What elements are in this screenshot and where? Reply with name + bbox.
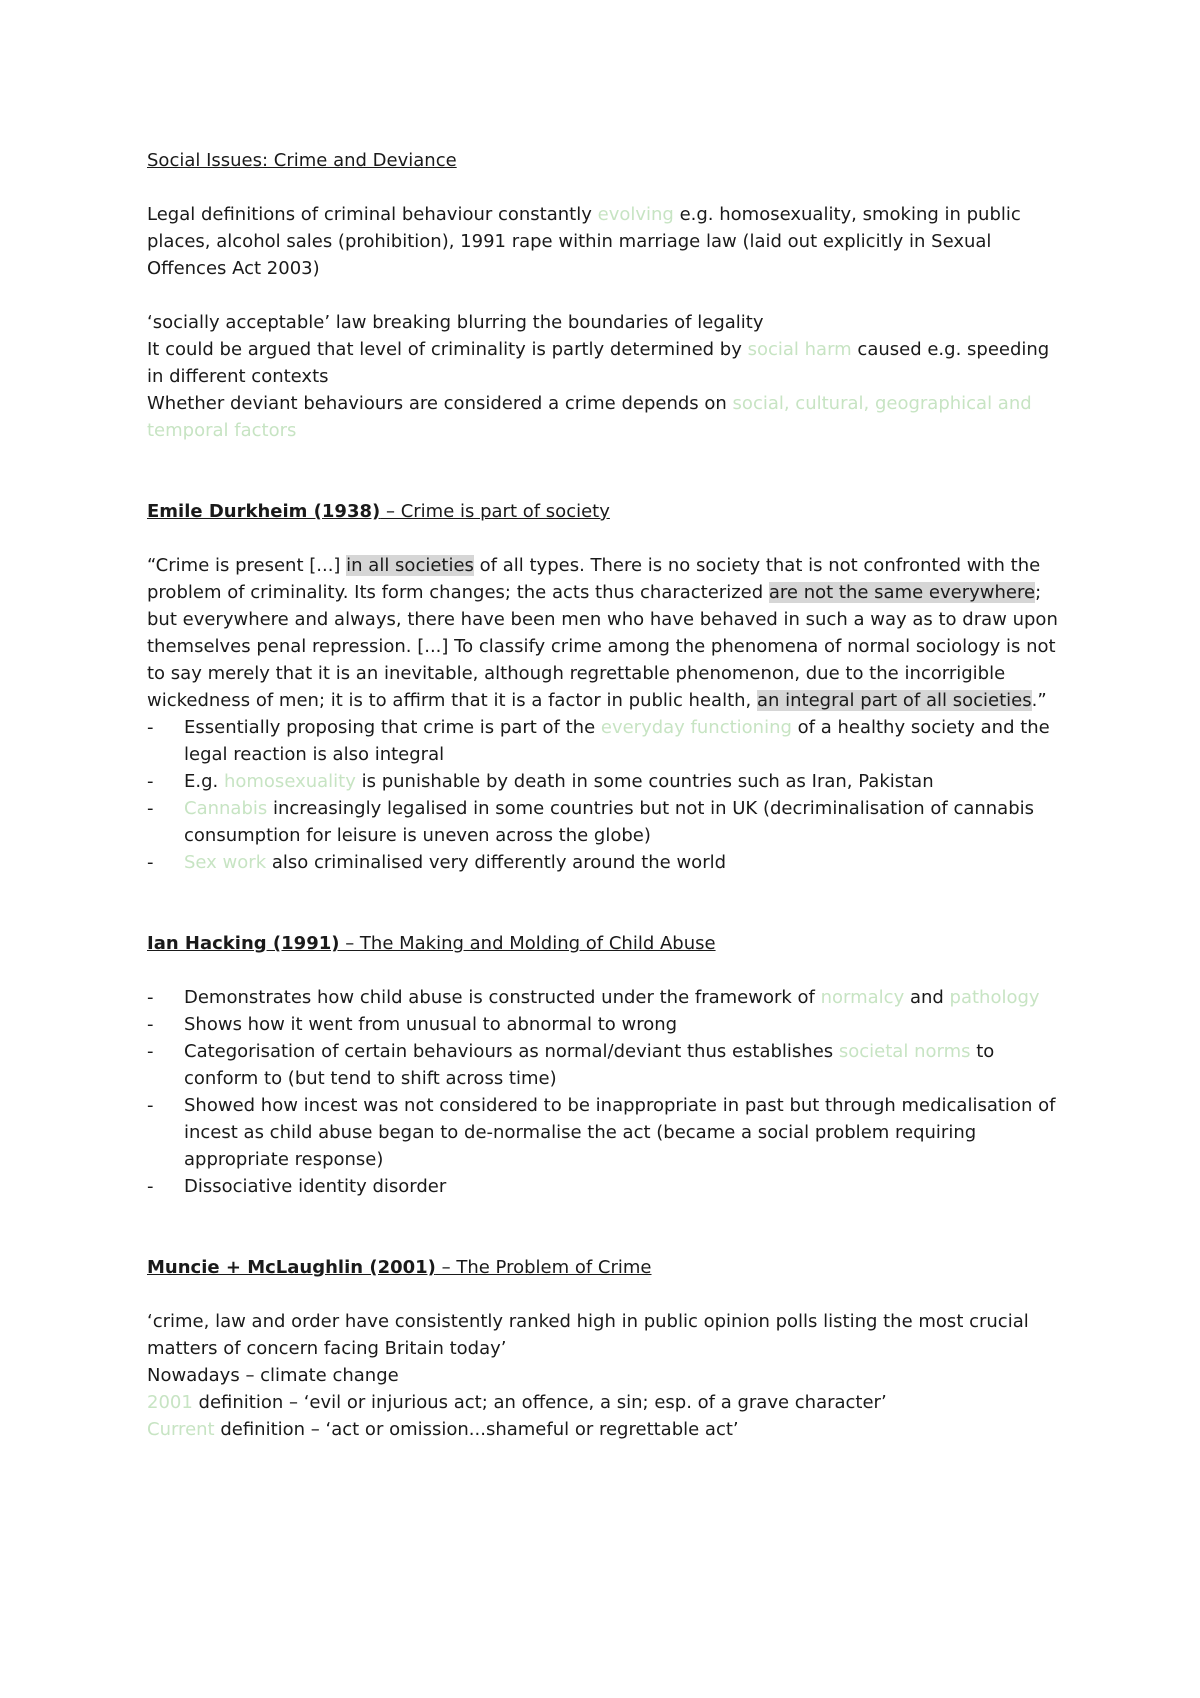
green-term: Cannabis xyxy=(184,798,268,819)
bullet-item xyxy=(147,1038,1067,1092)
heading-author: Ian Hacking (1991) xyxy=(147,933,340,954)
text: wickedness of men; it is to affirm that it is a factor in public health, xyxy=(147,690,757,711)
text: Legal definitions of criminal behaviour constantly xyxy=(147,204,598,225)
heading-topic: – Crime is part of society xyxy=(380,501,610,522)
green-term: societal norms xyxy=(838,1041,971,1062)
quote-line xyxy=(147,687,1067,714)
bullet-text xyxy=(184,768,934,795)
spacer xyxy=(147,174,1067,201)
bullet-item xyxy=(147,768,1067,795)
text: appropriate response) xyxy=(184,1149,384,1170)
highlighted-phrase: in all societies xyxy=(346,555,474,576)
intro-line: ‘socially acceptable’ law breaking blurring the boundaries of legality xyxy=(147,312,764,333)
text: e.g. homosexuality, smoking in public xyxy=(673,204,1021,225)
text: Essentially proposing that crime is part of the xyxy=(184,717,601,738)
quote-line: themselves penal repression. [...] To classify crime among the phenomena of normal sociology is not xyxy=(147,636,1056,657)
bullet-item xyxy=(147,795,1067,849)
green-term: temporal factors xyxy=(147,420,297,441)
bullet-text xyxy=(184,1011,677,1038)
bullet-dash: - xyxy=(147,852,154,873)
bullet-dash: - xyxy=(147,771,154,792)
document-content xyxy=(147,147,1067,1443)
bullet-text xyxy=(184,1173,446,1200)
quote-line: but everywhere and always, there have been men who have behaved in such a way as to draw upon xyxy=(147,609,1058,630)
green-term: Sex work xyxy=(184,852,267,873)
text: It could be argued that level of criminality is partly determined by xyxy=(147,339,748,360)
spacer xyxy=(147,957,1067,984)
bullet-text xyxy=(184,1038,994,1092)
green-term: 2001 xyxy=(147,1392,193,1413)
bullet-text xyxy=(184,984,1040,1011)
text: incest as child abuse began to de-normalise the act (became a social problem requiring xyxy=(184,1122,977,1143)
green-term: everyday functioning xyxy=(600,717,792,738)
text: E.g. xyxy=(184,771,224,792)
body-line xyxy=(147,1416,1067,1443)
text: .” xyxy=(1031,690,1047,711)
bullet-dash: - xyxy=(147,1176,154,1197)
spacer xyxy=(147,1281,1067,1308)
text: consumption for leisure is uneven across the globe) xyxy=(184,825,651,846)
text: Demonstrates how child abuse is constructed under the framework of xyxy=(184,987,821,1008)
bullet-dash: - xyxy=(147,717,154,738)
text: and xyxy=(904,987,950,1008)
text: Categorisation of certain behaviours as normal/deviant thus establishes xyxy=(184,1041,839,1062)
section-heading-durkheim xyxy=(147,498,1067,525)
text: Shows how it went from unusual to abnormal to wrong xyxy=(184,1014,678,1035)
heading-topic: – The Making and Molding of Child Abuse xyxy=(339,933,716,954)
quote-line xyxy=(147,552,1067,579)
section-heading-muncie xyxy=(147,1254,1067,1281)
green-term: normalcy xyxy=(820,987,905,1008)
intro-line xyxy=(147,201,1067,228)
bullet-dash: - xyxy=(147,1014,154,1035)
quote-line: to say merely that it is an inevitable, although regrettable phenomenon, due to the incorrigible xyxy=(147,663,1006,684)
green-term: Current xyxy=(147,1419,215,1440)
bullet-item xyxy=(147,1173,1067,1200)
text: Whether deviant behaviours are considered a crime depends on xyxy=(147,393,733,414)
text: caused e.g. speeding xyxy=(851,339,1050,360)
body-line: matters of concern facing Britain today’ xyxy=(147,1338,507,1359)
bullet-dash: - xyxy=(147,798,154,819)
text: conform to (but tend to shift across time) xyxy=(184,1068,557,1089)
intro-line: in different contexts xyxy=(147,366,329,387)
bullet-item xyxy=(147,1092,1067,1173)
text: of all types. There is no society that is not confronted with the xyxy=(473,555,1041,576)
document-title: Social Issues: Crime and Deviance xyxy=(147,150,457,171)
text: increasingly legalised in some countries but not in UK (decriminalisation of cannabis xyxy=(267,798,1035,819)
text: is punishable by death in some countries such as Iran, Pakistan xyxy=(355,771,934,792)
bullet-dash: - xyxy=(147,987,154,1008)
green-term: homosexuality xyxy=(223,771,356,792)
intro-line xyxy=(147,336,1067,363)
body-line: Nowadays – climate change xyxy=(147,1365,399,1386)
text: definition – ‘evil or injurious act; an offence, a sin; esp. of a grave character’ xyxy=(192,1392,887,1413)
bullet-dash: - xyxy=(147,1095,154,1116)
text: Dissociative identity disorder xyxy=(184,1176,447,1197)
intro-line: Offences Act 2003) xyxy=(147,258,320,279)
spacer xyxy=(147,1200,1067,1254)
bullet-item xyxy=(147,849,1067,876)
green-term: pathology xyxy=(949,987,1040,1008)
text: of a healthy society and the xyxy=(791,717,1050,738)
text: also criminalised very differently around the world xyxy=(266,852,727,873)
bullet-item xyxy=(147,984,1067,1011)
text: Showed how incest was not considered to be inappropriate in past but through medicalisation of xyxy=(184,1095,1056,1116)
text: problem of criminality. Its form changes; the acts thus characterized xyxy=(147,582,769,603)
bullet-text xyxy=(184,1092,1055,1173)
highlighted-phrase: an integral part of all societies xyxy=(756,690,1032,711)
green-term: social harm xyxy=(747,339,852,360)
spacer xyxy=(147,525,1067,552)
highlighted-phrase: are not the same everywhere xyxy=(768,582,1036,603)
bullet-dash: - xyxy=(147,1041,154,1062)
text: definition – ‘act or omission...shameful or regrettable act’ xyxy=(214,1419,739,1440)
text: to xyxy=(970,1041,995,1062)
bullet-item xyxy=(147,714,1067,768)
quote-line xyxy=(147,579,1067,606)
green-term: social, cultural, geographical and xyxy=(732,393,1032,414)
heading-author: Muncie + McLaughlin (2001) xyxy=(147,1257,436,1278)
section-heading-hacking xyxy=(147,930,1067,957)
body-line xyxy=(147,1389,1067,1416)
bullet-text xyxy=(184,849,726,876)
text: legal reaction is also integral xyxy=(184,744,445,765)
text: ; xyxy=(1035,582,1042,603)
intro-line xyxy=(147,417,1067,444)
spacer xyxy=(147,444,1067,498)
bullet-item xyxy=(147,1011,1067,1038)
intro-line: places, alcohol sales (prohibition), 1991 rape within marriage law (laid out explicitly in Sexual xyxy=(147,231,992,252)
bullet-text xyxy=(184,795,1034,849)
heading-topic: – The Problem of Crime xyxy=(435,1257,652,1278)
heading-author: Emile Durkheim (1938) xyxy=(147,501,381,522)
green-term: evolving xyxy=(597,204,674,225)
bullet-text xyxy=(184,714,1050,768)
intro-line xyxy=(147,390,1067,417)
spacer xyxy=(147,876,1067,930)
text: “Crime is present [...] xyxy=(147,555,347,576)
spacer xyxy=(147,282,1067,309)
body-line: ‘crime, law and order have consistently ranked high in public opinion polls listing the most crucial xyxy=(147,1311,1029,1332)
